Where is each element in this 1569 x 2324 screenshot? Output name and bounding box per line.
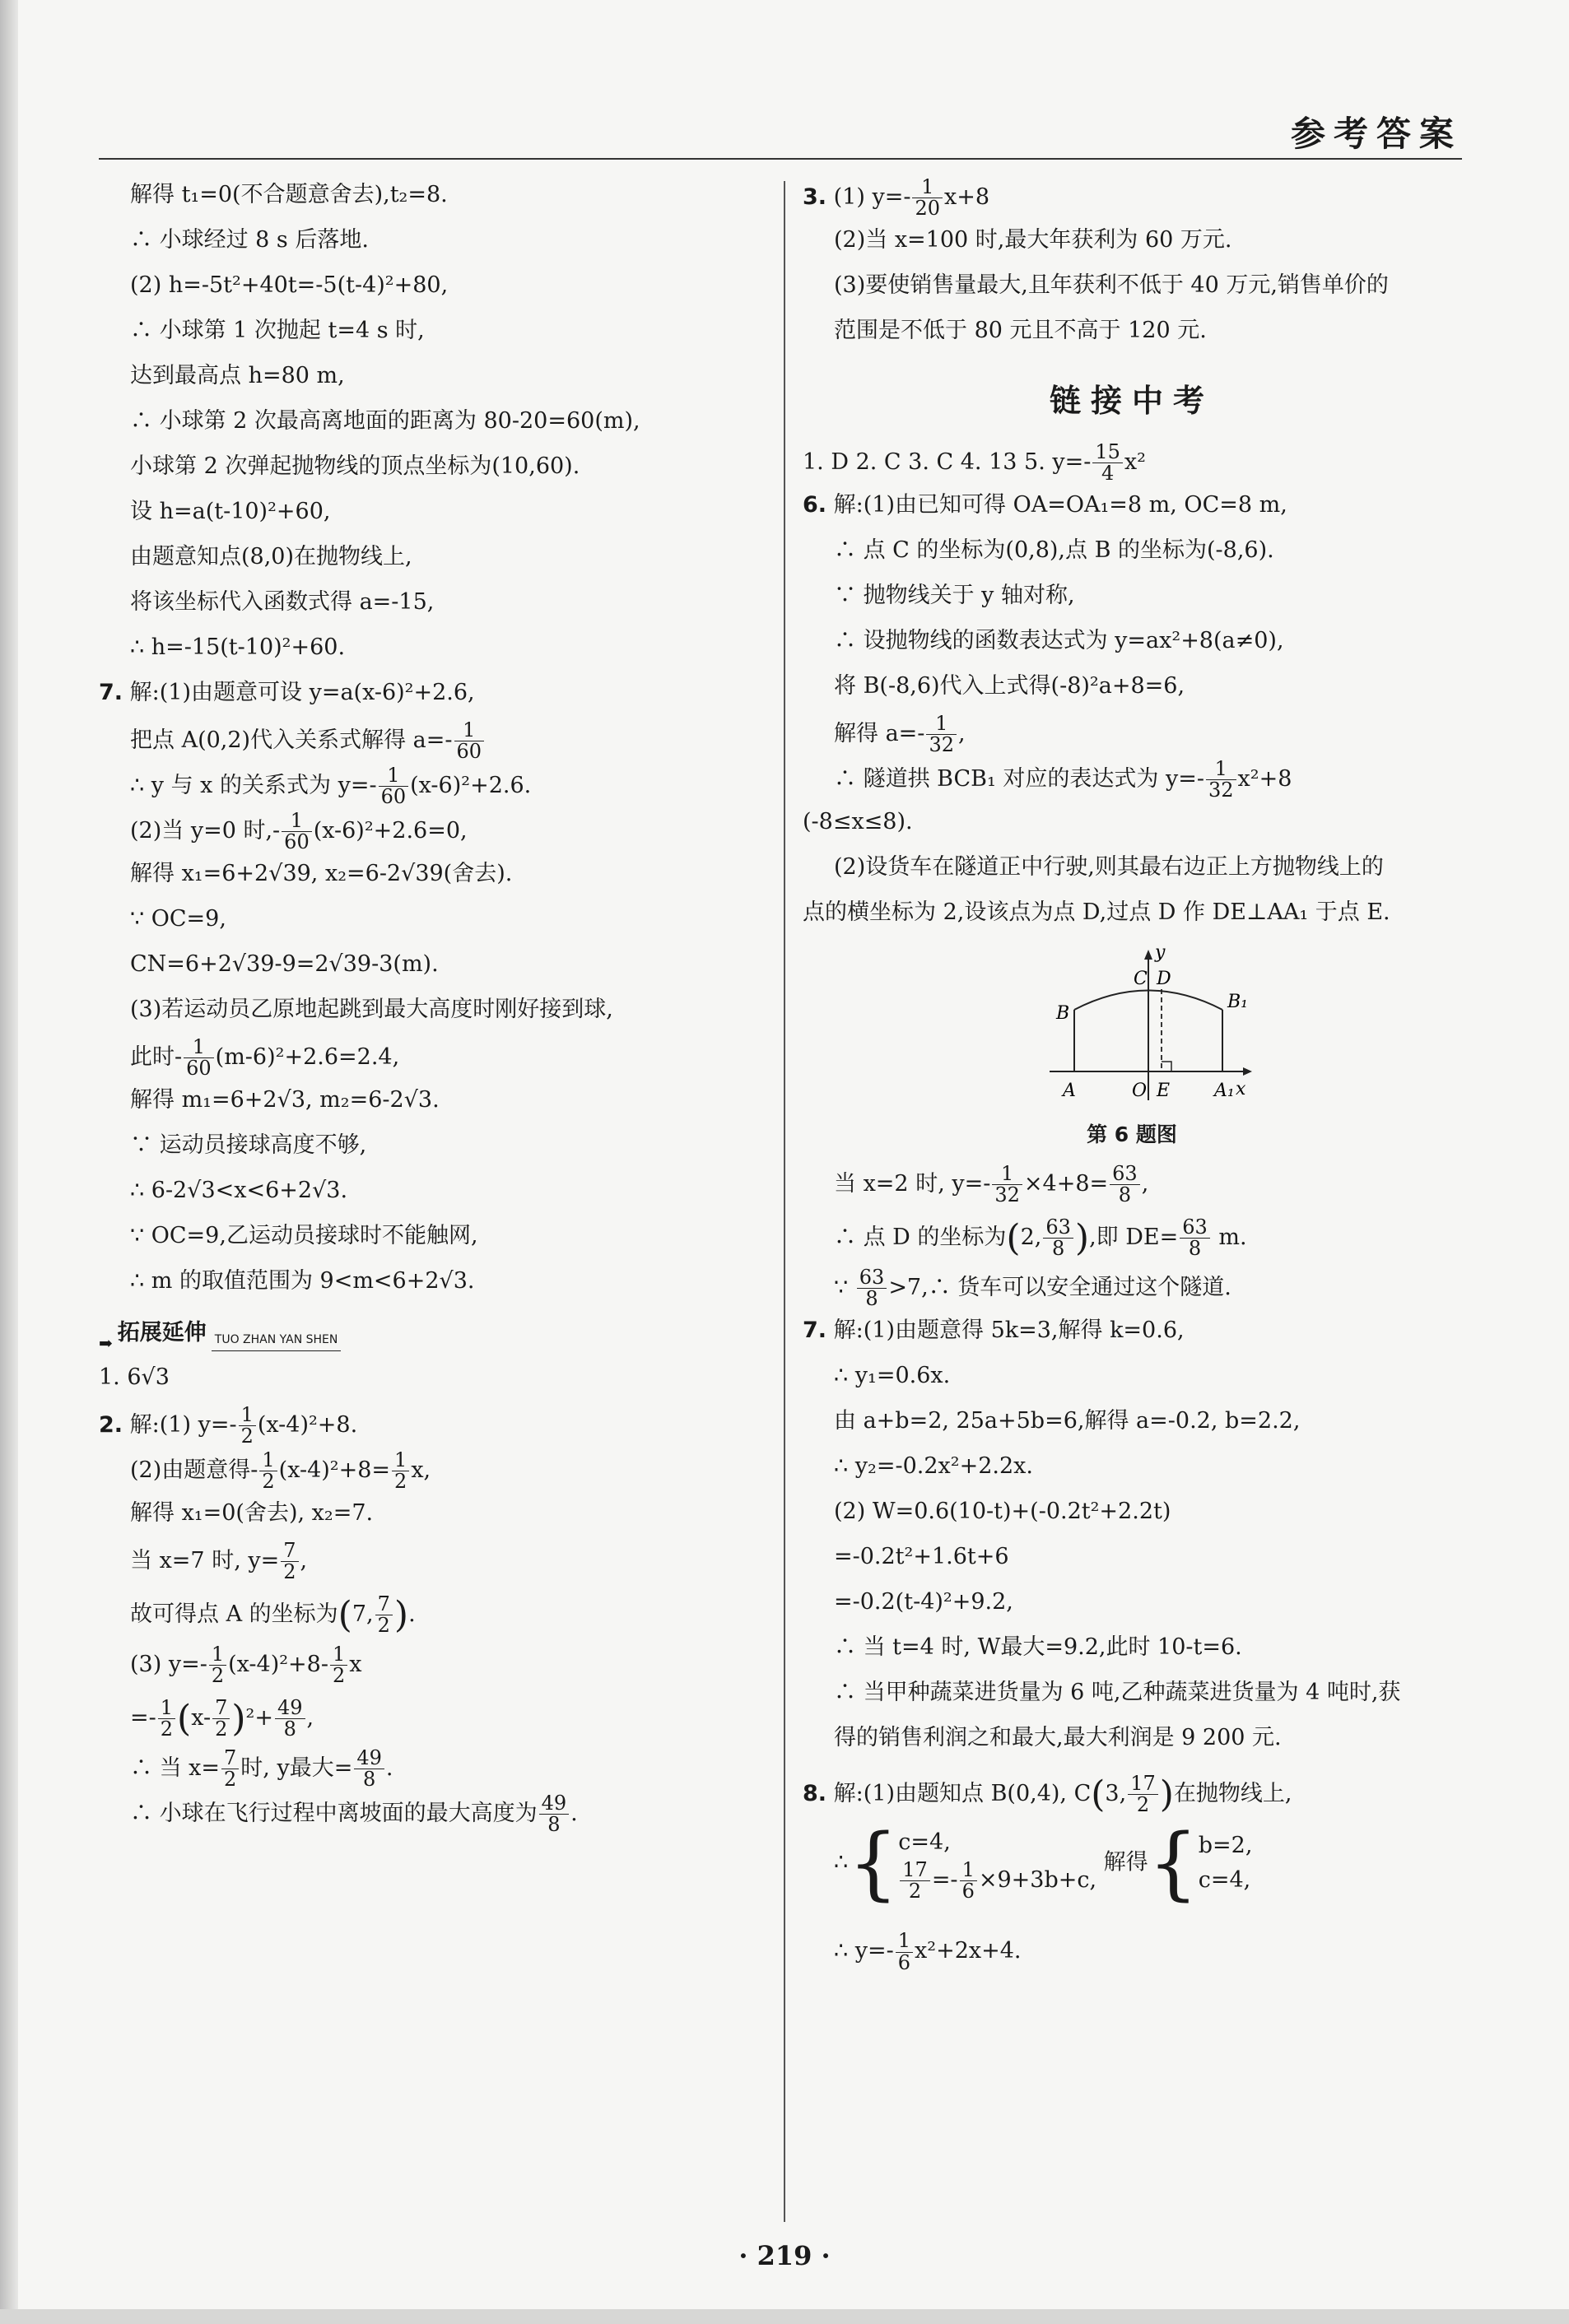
fraction: $\frac{63}{8}$: [1180, 1217, 1210, 1259]
text-line: ∴ 设抛物线的函数表达式为 y=ax²+8(a≠0),: [834, 627, 1284, 653]
text-line: ∴ 当甲种蔬菜进货量为 6 吨,乙种蔬菜进货量为 4 吨时,获: [834, 1680, 1401, 1706]
label-b: B: [1056, 1002, 1070, 1024]
text-line: ∵ 抛物线关于 y 轴对称,: [834, 582, 1075, 608]
text-line: 故可得点 A 的坐标为(7, $\frac{7}{2}$ ).: [130, 1592, 416, 1637]
text-line: ∴ 小球经过 8 s 后落地.: [130, 227, 369, 253]
text-line: ∴ 小球第 1 次抛起 t=4 s 时,: [130, 318, 425, 343]
text-line: CN=6+2√39-9=2√39-3(m).: [130, 951, 439, 977]
label-o: O: [1132, 1080, 1148, 1101]
equation-system: ∴{c=4, $\frac{17}{2}$ =- $\frac{1}{6}$ ×9+3b+c, 解得{b=2, c=4,: [834, 1817, 1253, 1910]
text-line: ∴ y 与 x 的关系式为 y=- $\frac{1}{60}$ (x-6)²+2.6.: [130, 764, 532, 809]
text-line: ∴ y=- $\frac{1}{6}$ x²+2x+4.: [834, 1929, 1022, 1974]
header-rule: [99, 158, 1462, 160]
text-line: ∵ OC=9,: [130, 906, 226, 932]
label-x: x: [1236, 1078, 1246, 1099]
section-badge-pinyin: TUO ZHAN YAN SHEN: [212, 1331, 342, 1351]
question-3-line: 3. (1) y=- $\frac{1}{20}$ x+8: [803, 175, 990, 221]
fraction: $\frac{63}{8}$: [857, 1267, 887, 1309]
fraction: $\frac{1}{2}$: [239, 1405, 256, 1447]
fraction: $\frac{1}{2}$: [259, 1450, 277, 1492]
text-line: =-0.2(t-4)²+9.2,: [834, 1589, 1013, 1615]
text-line: (3)若运动员乙原地起跳到最大高度时刚好接到球,: [130, 997, 613, 1022]
fraction: $\frac{1}{2}$: [330, 1644, 347, 1686]
tunnel-figure: [1041, 948, 1461, 1116]
fraction: $\frac{1}{60}$: [379, 765, 409, 807]
fraction: $\frac{1}{60}$: [184, 1037, 214, 1079]
fraction: $\frac{7}{2}$: [375, 1594, 393, 1636]
text-line: ∴ y₂=-0.2x²+2.2x.: [834, 1453, 1033, 1480]
fraction: $\frac{7}{2}$: [221, 1748, 239, 1790]
bottom-edge: [0, 2309, 1569, 2324]
text-line: 将该坐标代入函数式得 a=-15,: [130, 589, 435, 615]
figure-caption: 第 6 题图: [1087, 1122, 1177, 1147]
left-column: [99, 177, 761, 1838]
text-line: (2) h=-5t²+40t=-5(t-4)²+80,: [130, 272, 449, 298]
section-badge-tuozhan: [99, 1315, 761, 1351]
text-line: ∴ 小球第 2 次最高离地面的距离为 80-20=60(m),: [130, 408, 640, 434]
fraction: $\frac{17}{2}$: [900, 1860, 930, 1902]
arrow-icon: ➡: [99, 1332, 113, 1353]
tunnel-diagram: [1041, 948, 1255, 1104]
label-e: E: [1157, 1080, 1171, 1101]
text-line: ∴ y₁=0.6x.: [834, 1363, 951, 1389]
label-b1: B₁: [1227, 991, 1248, 1012]
text-line: =-0.2t²+1.6t+6: [834, 1544, 1009, 1570]
text-line: ∴ 点 C 的坐标为(0,8),点 B 的坐标为(-8,6).: [834, 537, 1274, 563]
fraction: $\frac{1}{2}$: [209, 1644, 226, 1686]
text-line: 达到最高点 h=80 m,: [130, 363, 345, 388]
text-line: 得的销售利润之和最大,最大利润是 9 200 元.: [834, 1725, 1282, 1751]
fraction: $\frac{1}{6}$: [960, 1860, 977, 1902]
text-line: ∴ 当 t=4 时, W最大=9.2,此时 10-t=6.: [834, 1634, 1242, 1661]
text-line: 由题意知点(8,0)在抛物线上,: [130, 544, 412, 569]
label-a1: A₁: [1214, 1080, 1235, 1101]
text-line: (3)要使销售量最大,且年获利不低于 40 万元,销售单价的: [834, 272, 1389, 298]
text-line: 解得 x₁=0(舍去), x₂=7.: [130, 1499, 374, 1526]
label-d: D: [1157, 968, 1171, 989]
question-7-line: 7. 解:(1)由题意得 5k=3,解得 k=0.6,: [803, 1318, 1185, 1344]
text-line: (3) y=- $\frac{1}{2}$ (x-4)²+8- $\frac{1}{2}$ x: [130, 1643, 362, 1688]
fraction: $\frac{1}{32}$: [926, 713, 957, 755]
right-angle-mark: [1162, 1062, 1171, 1071]
fraction: $\frac{1}{6}$: [896, 1931, 913, 1973]
text-line: ∴ 6-2√3<x<6+2√3.: [130, 1178, 348, 1203]
fraction: $\frac{49}{8}$: [539, 1793, 570, 1835]
text-line: 此时- $\frac{1}{60}$ (m-6)²+2.6=2.4,: [130, 1035, 400, 1081]
text-line: (2)当 x=100 时,最大年获利为 60 万元.: [834, 227, 1232, 253]
fraction: $\frac{1}{2}$: [158, 1698, 175, 1740]
text-line: ∴ 当 x= $\frac{7}{2}$ 时, y最大= $\frac{49}{8}$ .: [130, 1746, 393, 1792]
header-title: 参考答案: [1290, 114, 1462, 154]
answer-line: 1. 6√3: [99, 1364, 170, 1390]
label-c: C: [1134, 968, 1148, 989]
fraction: $\frac{1}{32}$: [1206, 759, 1236, 801]
section-badge-label: 拓展延伸: [117, 1320, 207, 1346]
text-line: 解得 m₁=6+2√3, m₂=6-2√3.: [130, 1087, 440, 1113]
page-number: · 219 ·: [738, 2240, 831, 2271]
answer-line: 1. D 2. C 3. C 4. 13 5. y=- $\frac{15}{4}$ x²: [803, 439, 1146, 485]
text-line: ∴ 隧道拱 BCB₁ 对应的表达式为 y=- $\frac{1}{32}$ x²+8: [834, 756, 1292, 802]
question-7-line: 7. 解:(1)由题意可设 y=a(x-6)²+2.6,: [99, 680, 475, 705]
fraction: $\frac{63}{8}$: [1110, 1164, 1140, 1206]
text-line: ∵ 运动员接球高度不够,: [130, 1132, 367, 1158]
text-line: ∴ 小球在飞行过程中离坡面的最大高度为 $\frac{49}{8}$ .: [130, 1792, 578, 1837]
label-y: y: [1155, 947, 1166, 963]
text-line: 由 a+b=2, 25a+5b=6,解得 a=-0.2, b=2.2,: [834, 1408, 1301, 1434]
text-line: ∴ h=-15(t-10)²+60.: [130, 634, 346, 660]
text-line: =- $\frac{1}{2}$ (x- $\frac{7}{2}$ )²+ $\frac{49}{8}$ ,: [130, 1695, 314, 1741]
question-6-line: 6. 解:(1)由已知可得 OA=OA₁=8 m, OC=8 m,: [803, 491, 1287, 518]
fraction: $\frac{17}{2}$: [1128, 1773, 1158, 1815]
question-2-line: 2. 解:(1) y=- $\frac{1}{2}$ (x-4)²+8.: [99, 1402, 358, 1448]
text-line: ∵ OC=9,乙运动员接球时不能触网,: [130, 1223, 478, 1248]
label-a: A: [1063, 1080, 1076, 1101]
text-line: 解得 x₁=6+2√39, x₂=6-2√39(舍去).: [130, 861, 513, 886]
fraction: $\frac{1}{2}$: [392, 1450, 409, 1492]
text-line: 范围是不低于 80 元且不高于 120 元.: [834, 318, 1207, 343]
fraction: $\frac{49}{8}$: [354, 1748, 384, 1790]
fraction: $\frac{1}{60}$: [454, 720, 485, 762]
text-line: ∴ 点 D 的坐标为(2, $\frac{63}{8}$ ),即 DE= $\frac{63}{8}$ m.: [834, 1215, 1247, 1260]
fraction: $\frac{7}{2}$: [212, 1698, 230, 1740]
text-line: 点的横坐标为 2,设该点为点 D,过点 D 作 DE⊥AA₁ 于点 E.: [803, 899, 1390, 925]
text-line: 解得 t₁=0(不合题意舍去),t₂=8.: [130, 182, 448, 207]
right-column: [803, 177, 1461, 1976]
fraction: $\frac{15}{4}$: [1092, 442, 1123, 484]
column-divider: [784, 181, 785, 2222]
text-line: ∴ m 的取值范围为 9<m<6+2√3.: [130, 1268, 475, 1294]
text-line: 当 x=2 时, y=- $\frac{1}{32}$ ×4+8= $\frac{63}{8}$ ,: [834, 1161, 1149, 1206]
fraction: $\frac{63}{8}$: [1043, 1217, 1073, 1259]
text-line: 解得 a=- $\frac{1}{32}$ ,: [834, 711, 966, 756]
fraction: $\frac{1}{32}$: [992, 1164, 1022, 1206]
text-line: 将 B(-8,6)代入上式得(-8)²a+8=6,: [834, 672, 1185, 699]
text-line: 设 h=a(t-10)²+60,: [130, 499, 331, 524]
text-line: 当 x=7 时, y= $\frac{7}{2}$ ,: [130, 1538, 308, 1583]
page-edge: [0, 0, 18, 2324]
y-axis-arrow: [1144, 950, 1152, 960]
text-line: 把点 A(0,2)代入关系式解得 a=- $\frac{1}{60}$: [99, 720, 761, 765]
x-axis-arrow: [1243, 1067, 1252, 1076]
fraction: $\frac{1}{20}$: [912, 177, 943, 219]
question-number: 7.: [99, 680, 123, 705]
text-line: (2)当 y=0 时,- $\frac{1}{60}$ (x-6)²+2.6=0,: [130, 809, 468, 854]
text-line: (2)设货车在隧道正中行驶,则其最右边正上方抛物线上的: [834, 853, 1384, 880]
text-line: 小球第 2 次弹起抛物线的顶点坐标为(10,60).: [130, 453, 580, 479]
section-title-lianjie: 链接中考: [1049, 383, 1214, 419]
text-line: (-8≤x≤8).: [803, 808, 913, 834]
fraction: $\frac{1}{60}$: [282, 811, 312, 853]
fraction: $\frac{49}{8}$: [275, 1698, 305, 1740]
question-8-line: 8. 解:(1)由题知点 B(0,4), C(3, $\frac{17}{2}$ )在抛物线上,: [803, 1772, 1292, 1817]
text-line: (2) W=0.6(10-t)+(-0.2t²+2.2t): [834, 1499, 1171, 1525]
text-line: (2)由题意得- $\frac{1}{2}$ (x-4)²+8= $\frac{1}{2}$ x,: [130, 1448, 431, 1493]
text-line: ∵ $\frac{63}{8}$ >7,∴ 货车可以安全通过这个隧道.: [834, 1266, 1231, 1311]
fraction: $\frac{7}{2}$: [281, 1541, 298, 1583]
